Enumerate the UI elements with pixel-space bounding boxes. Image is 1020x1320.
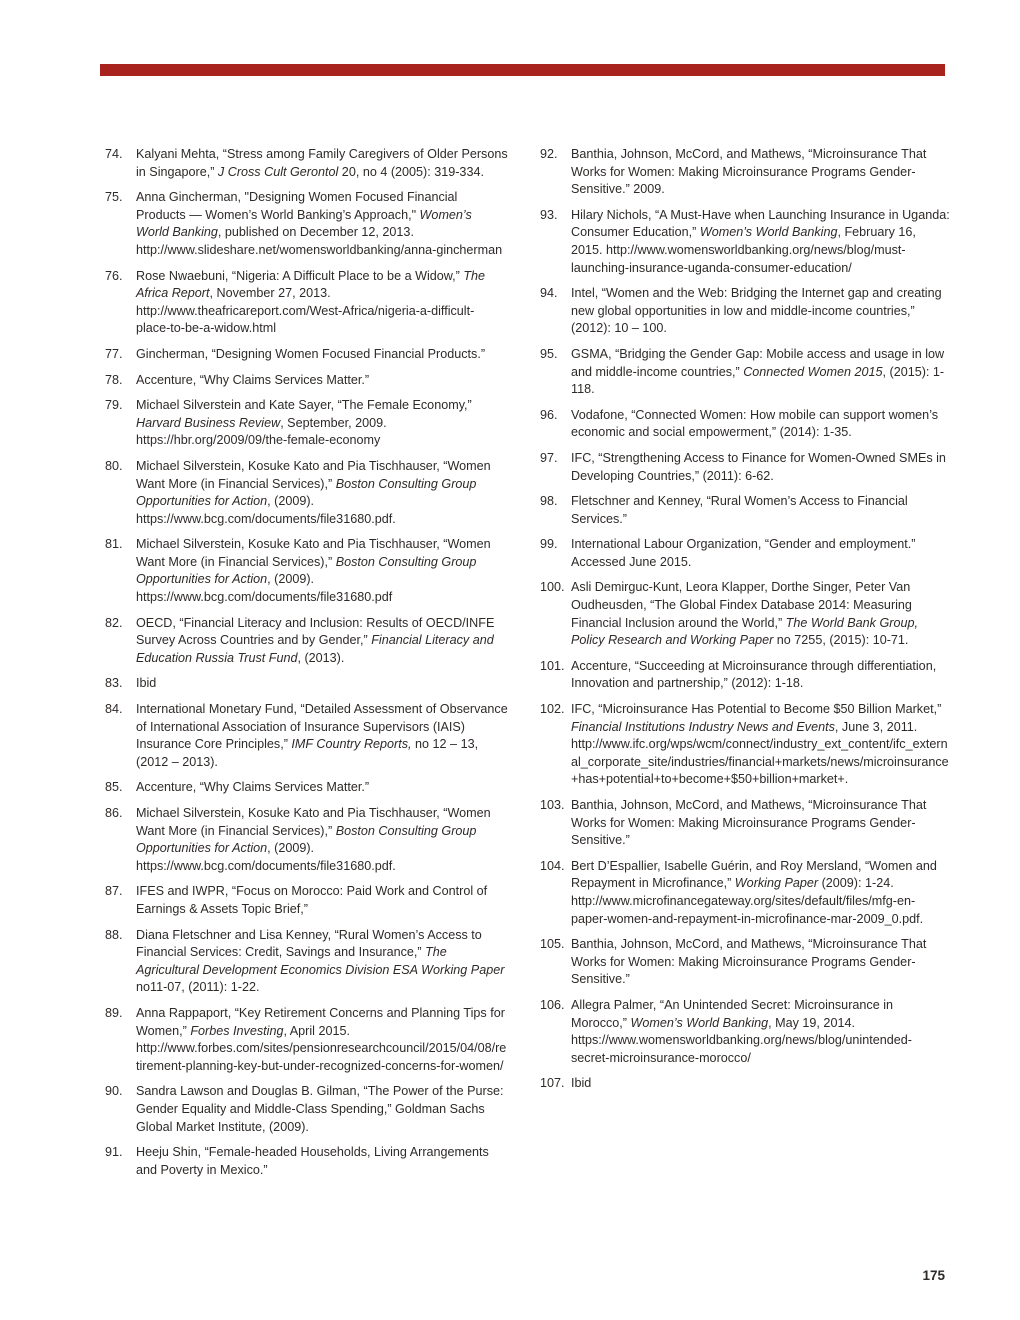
- reference-text: IFC, “Microinsurance Has Potential to Become $50 Billion Market,” Financial Institutions Industry News and Events, June 3, 2011. http://www.ifc.org/wps/wcm/connect/industry_ext_content/ifc_external_corporate_site/industries/financial+markets/news/microinsurance+has+potential+to+become+$50+billion+market+.: [571, 702, 949, 787]
- reference-number: 96.: [540, 407, 558, 422]
- reference-number: 101.: [540, 658, 565, 673]
- reference-text: Heeju Shin, “Female-headed Households, Living Arrangements and Poverty in Mexico.”: [136, 1145, 489, 1177]
- reference-item: [540, 1075, 950, 1093]
- reference-number: 106.: [540, 997, 565, 1012]
- reference-item: [540, 493, 950, 528]
- reference-number: 85.: [105, 780, 123, 795]
- reference-number: 95.: [540, 346, 558, 361]
- reference-number: 93.: [540, 207, 558, 222]
- reference-item: [105, 536, 508, 606]
- reference-item: [540, 701, 950, 789]
- reference-item: [105, 701, 508, 771]
- reference-number: 80.: [105, 458, 123, 473]
- reference-number: 103.: [540, 798, 565, 812]
- reference-text: GSMA, “Bridging the Gender Gap: Mobile access and usage in low and middle-income countries,” Connected Women 2015, (2015): 1-118.: [571, 346, 945, 397]
- reference-text: Anna Rappaport, “Key Retirement Concerns and Planning Tips for Women,” Forbes Investing, April 2015. http://www.forbes.com/sites/pensionresearchcouncil/2015/04/08/retirement-planning-key-but-under-recognized-concerns-for-women/: [136, 1005, 507, 1073]
- reference-number: 94.: [540, 286, 558, 301]
- reference-item: [105, 779, 508, 797]
- reference-item: [105, 675, 508, 693]
- reference-number: 102.: [540, 702, 565, 717]
- reference-text: Accenture, “Why Claims Services Matter.”: [136, 372, 370, 387]
- reference-number: 87.: [105, 884, 123, 899]
- reference-text: Intel, “Women and the Web: Bridging the Internet gap and creating new global opportunities in low and middle-income countries,” (2012): 10 – 100.: [571, 286, 942, 336]
- reference-item: [105, 1144, 508, 1179]
- reference-number: 91.: [105, 1145, 123, 1160]
- reference-number: 84.: [105, 702, 123, 717]
- header-rule: [100, 64, 945, 76]
- reference-text: Accenture, “Succeeding at Microinsurance through differentiation, Innovation and partnership,” (2012): 1-18.: [571, 658, 937, 691]
- reference-item: [105, 458, 508, 528]
- reference-text: Gincherman, “Designing Women Focused Financial Products.”: [136, 346, 486, 361]
- reference-text: Michael Silverstein, Kosuke Kato and Pia Tischhauser, “Women Want More (in Financial Services),” Boston Consulting Group Opportunities for Action, (2009). https://www.bcg.com/documents/file31680.pdf.: [136, 806, 491, 873]
- reference-number: 79.: [105, 398, 123, 413]
- reference-item: [105, 346, 508, 364]
- reference-text: Michael Silverstein and Kate Sayer, “The Female Economy,” Harvard Business Review, September, 2009. https://hbr.org/2009/09/the-female-economy: [136, 398, 472, 448]
- reference-item: [105, 189, 508, 259]
- reference-text: IFES and IWPR, “Focus on Morocco: Paid Work and Control of Earnings & Assets Topic Brief,”: [136, 884, 488, 916]
- reference-number: 99.: [540, 537, 558, 552]
- reference-text: Sandra Lawson and Douglas B. Gilman, “The Power of the Purse: Gender Equality and Middle-Class Spending,” Goldman Sachs Global Market Institute, (2009).: [136, 1084, 504, 1134]
- reference-text: Banthia, Johnson, McCord, and Mathews, “Microinsurance That Works for Women: Making Microinsurance Programs Gender-Sensitive.”: [571, 937, 927, 987]
- reference-text: Banthia, Johnson, McCord, and Mathews, “Microinsurance That Works for Women: Making Microinsurance Programs Gender-Sensitive.” 2009.: [571, 147, 927, 197]
- reference-item: [540, 146, 950, 199]
- reference-text: Accenture, “Why Claims Services Matter.”: [136, 780, 370, 795]
- reference-text: Diana Fletschner and Lisa Kenney, “Rural Women’s Access to Financial Services: Credit, Savings and Insurance,” The Agricultural Development Economics Division ESA Working Paper no11-07, (2011): 1-22.: [136, 927, 505, 995]
- reference-number: 105.: [540, 937, 565, 952]
- references-column-left: [105, 146, 508, 1187]
- reference-item: [540, 579, 950, 649]
- reference-item: [105, 1083, 508, 1136]
- reference-item: [540, 285, 950, 338]
- reference-number: 76.: [105, 268, 123, 283]
- reference-item: [540, 536, 950, 571]
- reference-item: [540, 450, 950, 485]
- reference-number: 88.: [105, 927, 123, 942]
- reference-number: 104.: [540, 858, 565, 873]
- reference-number: 90.: [105, 1084, 123, 1099]
- reference-number: 86.: [105, 806, 123, 820]
- reference-item: [105, 268, 508, 338]
- reference-item: [540, 346, 950, 399]
- reference-item: [540, 407, 950, 442]
- reference-text: Bert D’Espallier, Isabelle Guérin, and Roy Mersland, “Women and Repayment in Microfinance,” Working Paper (2009): 1-24. http://www.microfinancegateway.org/sites/default/files/mfg-en-paper-women-and-repayment-in-microfinance-mar-2009_0.pdf.: [571, 858, 937, 926]
- reference-text: IFC, “Strengthening Access to Finance for Women-Owned SMEs in Developing Countries,” (2011): 6-62.: [571, 450, 946, 483]
- reference-number: 92.: [540, 147, 558, 161]
- reference-text: Hilary Nichols, “A Must-Have when Launching Insurance in Uganda: Consumer Education,” Women’s World Banking, February 16, 2015. http://www.womensworldbanking.org/news/blog/must-launching-insurance-uganda-consumer-education/: [571, 207, 950, 275]
- page-number: 175: [922, 1268, 945, 1283]
- reference-text: Michael Silverstein, Kosuke Kato and Pia Tischhauser, “Women Want More (in Financial Services),” Boston Consulting Group Opportunities for Action, (2009). https://www.bcg.com/documents/file31680.pdf.: [136, 458, 491, 526]
- reference-item: [540, 658, 950, 693]
- reference-number: 81.: [105, 537, 123, 552]
- reference-number: 83.: [105, 676, 123, 691]
- reference-number: 77.: [105, 346, 123, 361]
- reference-item: [540, 207, 950, 277]
- reference-text: Ibid: [571, 1076, 592, 1091]
- reference-item: [105, 883, 508, 918]
- reference-number: 74.: [105, 147, 123, 161]
- reference-number: 97.: [540, 450, 558, 465]
- reference-number: 107.: [540, 1076, 565, 1091]
- reference-item: [540, 858, 950, 928]
- reference-item: [540, 797, 950, 850]
- reference-item: [105, 397, 508, 450]
- reference-text: International Labour Organization, “Gender and employment.” Accessed June 2015.: [571, 537, 916, 569]
- reference-text: OECD, “Financial Literacy and Inclusion: Results of OECD/INFE Survey Across Countries and by Gender,” Financial Literacy and Education Russia Trust Fund, (2013).: [136, 615, 495, 665]
- reference-text: Ibid: [136, 676, 157, 691]
- reference-text: Michael Silverstein, Kosuke Kato and Pia Tischhauser, “Women Want More (in Financial Services),” Boston Consulting Group Opportunities for Action, (2009). https://www.bcg.com/documents/file31680.pdf: [136, 537, 491, 605]
- reference-text: Rose Nwaebuni, “Nigeria: A Difficult Place to be a Widow,” The Africa Report, November 27, 2013. http://www.theafricareport.com/West-Africa/nigeria-a-difficult-place-to-be-a-widow.html: [136, 268, 486, 336]
- reference-text: International Monetary Fund, “Detailed Assessment of Observance of International Association of Insurance Supervisors (IAIS) Insurance Core Principles,” IMF Country Reports, no 12 – 13, (2012 – 2013).: [136, 702, 508, 769]
- reference-text: Fletschner and Kenney, “Rural Women’s Access to Financial Services.”: [571, 494, 908, 526]
- reference-item: [105, 805, 508, 875]
- reference-number: 89.: [105, 1005, 123, 1020]
- reference-item: [540, 936, 950, 989]
- reference-number: 75.: [105, 190, 123, 205]
- reference-item: [105, 1005, 508, 1075]
- reference-item: [540, 997, 950, 1067]
- reference-number: 82.: [105, 615, 123, 630]
- reference-text: Banthia, Johnson, McCord, and Mathews, “Microinsurance That Works for Women: Making Microinsurance Programs Gender-Sensitive.”: [571, 798, 927, 848]
- reference-text: Anna Gincherman, "Designing Women Focused Financial Products — Women’s World Banking’s Approach," Women’s World Banking, published on December 12, 2013. http://www.slideshare.net/womensworldbanking/anna-gincherman: [136, 190, 503, 257]
- reference-number: 98.: [540, 494, 558, 509]
- reference-text: Vodafone, “Connected Women: How mobile can support women’s economic and social empowerment,” (2014): 1-35.: [571, 407, 939, 440]
- reference-item: [105, 372, 508, 390]
- reference-number: 100.: [540, 580, 565, 595]
- reference-item: [105, 927, 508, 997]
- references-section: [105, 146, 950, 1187]
- reference-text: Allegra Palmer, “An Unintended Secret: Microinsurance in Morocco,” Women’s World Banking, May 19, 2014. https://www.womensworldbanking.org/news/blog/unintended-secret-microinsurance-morocco/: [571, 997, 912, 1065]
- references-column-right: [540, 146, 950, 1187]
- reference-item: [105, 615, 508, 668]
- reference-number: 78.: [105, 372, 123, 387]
- reference-text: Kalyani Mehta, “Stress among Family Caregivers of Older Persons in Singapore,” J Cross Cult Gerontol 20, no 4 (2005): 319-334.: [136, 147, 508, 179]
- reference-item: [105, 146, 508, 181]
- reference-text: Asli Demirguc-Kunt, Leora Klapper, Dorthe Singer, Peter Van Oudheusden, “The Global Findex Database 2014: Measuring Financial Inclusion around the World,” The World Bank Group, Policy Research and Working Paper no 7255, (2015): 10-71.: [571, 580, 918, 648]
